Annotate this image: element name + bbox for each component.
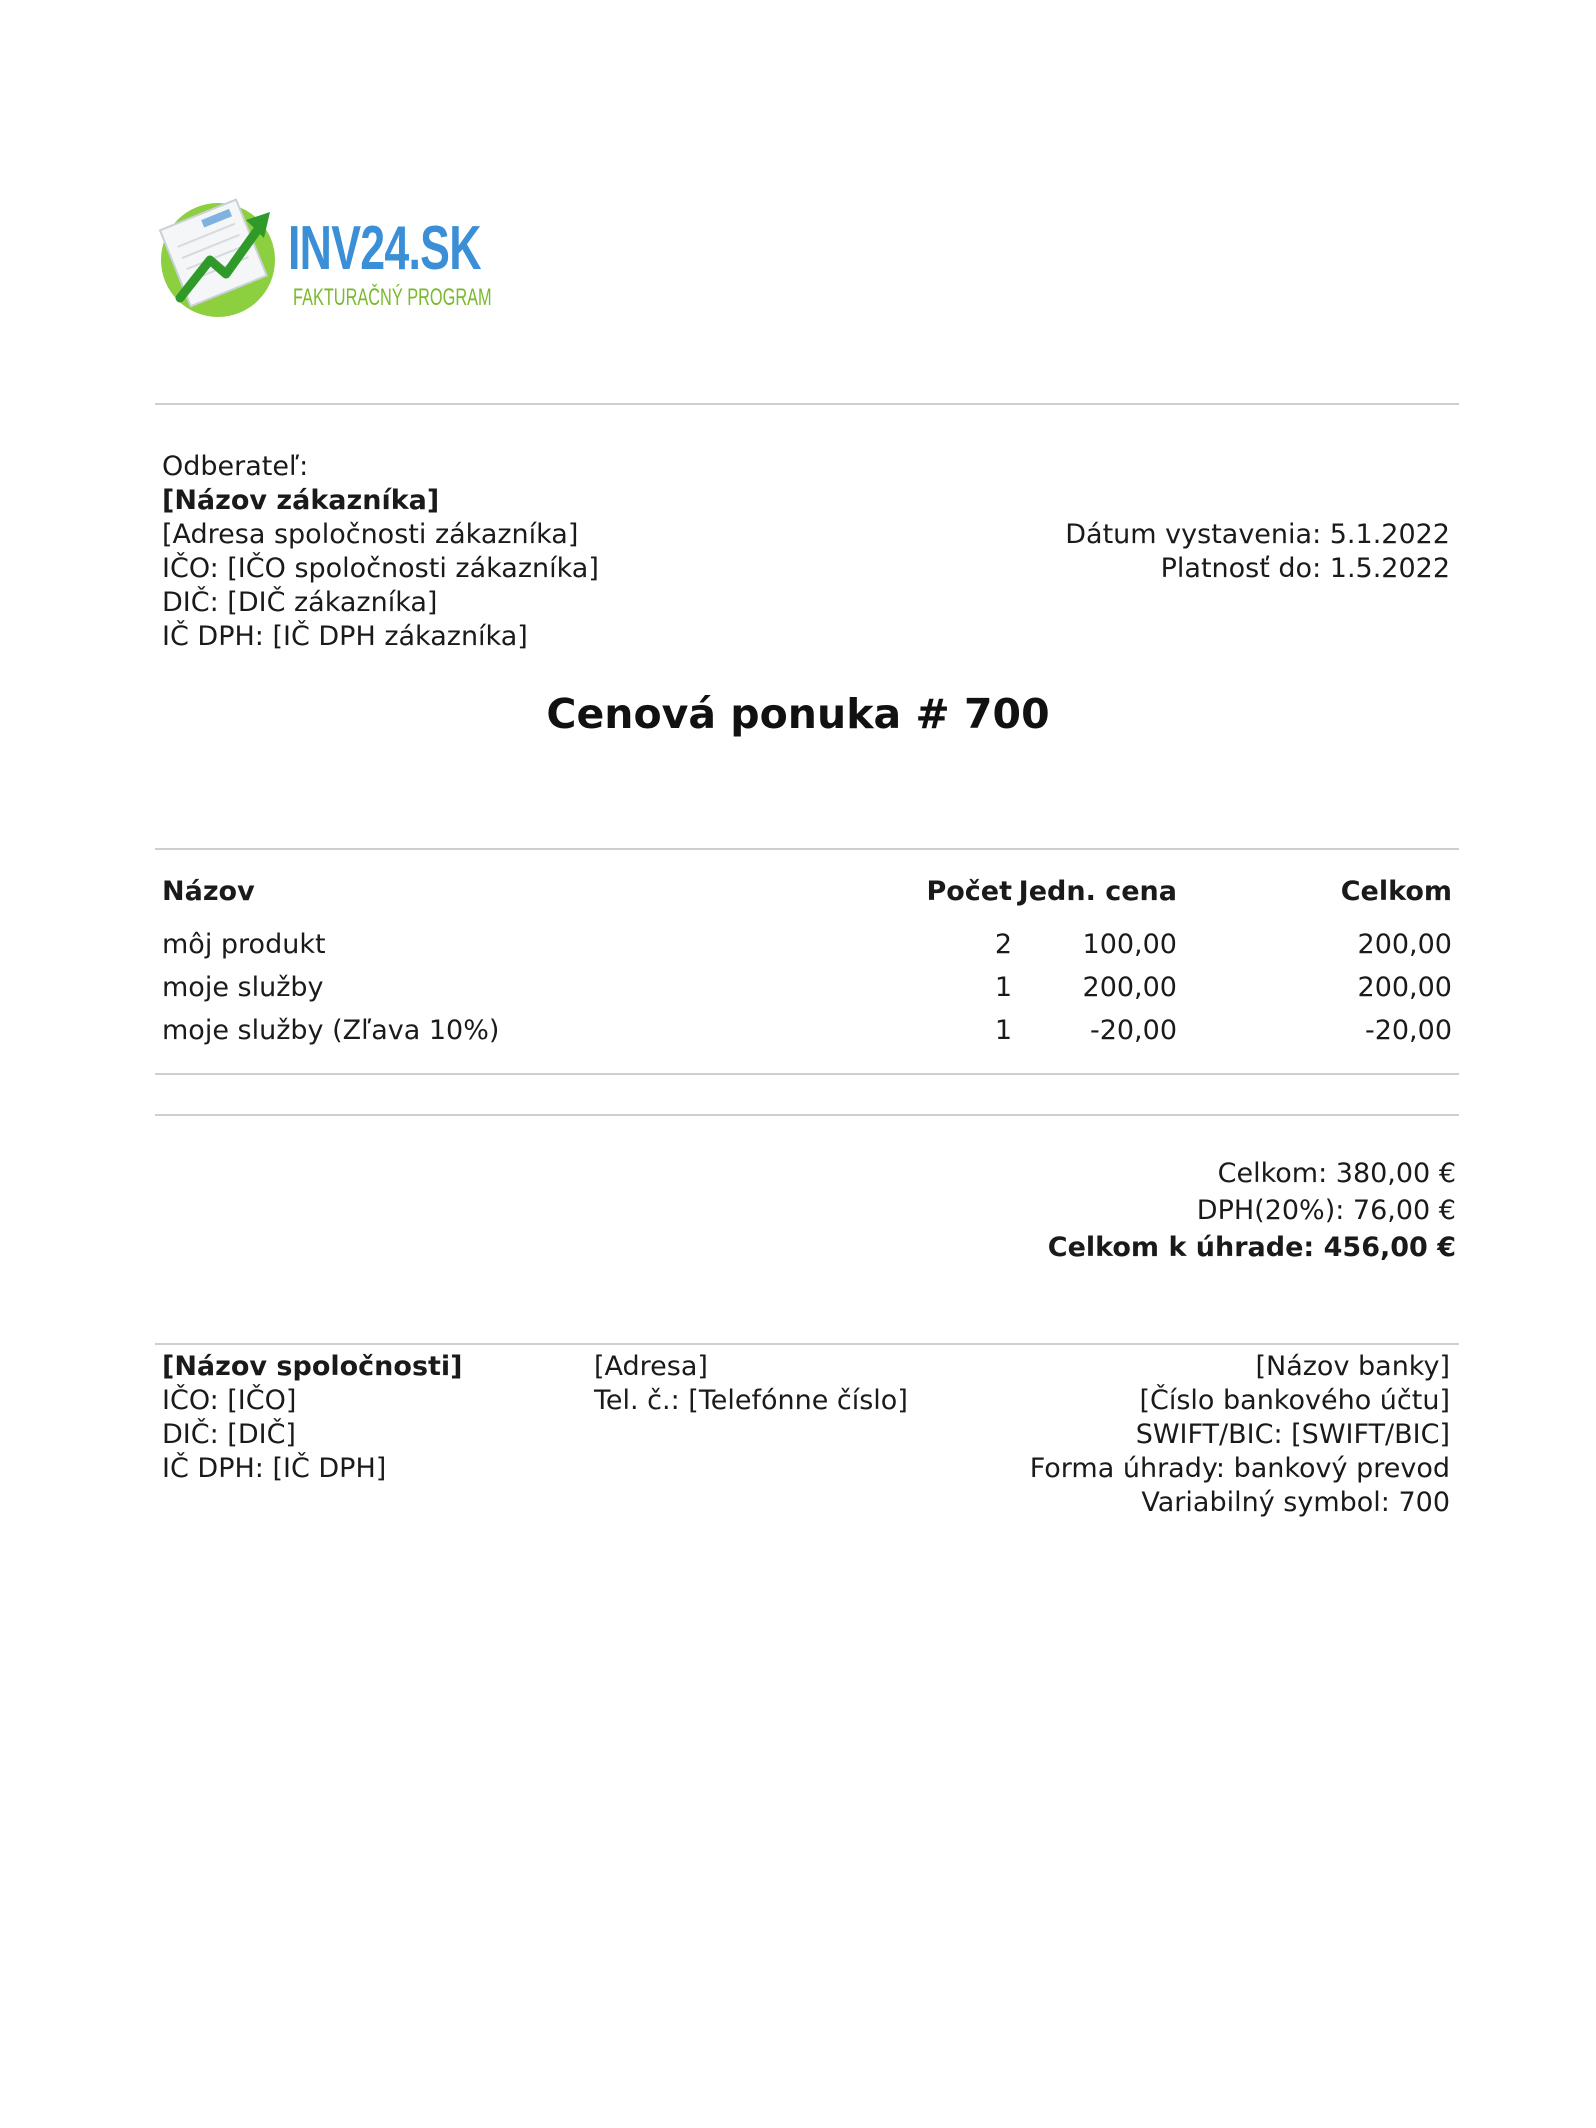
issue-date: Dátum vystavenia: 5.1.2022 xyxy=(1065,519,1450,550)
customer-name: [Názov zákazníka] xyxy=(162,485,440,516)
table-row xyxy=(162,1009,1452,1052)
supplier-icdph: IČ DPH: [IČ DPH] xyxy=(162,1453,387,1484)
items-header-row xyxy=(162,870,1452,923)
supplier-name: [Názov spoločnosti] xyxy=(162,1351,463,1382)
divider xyxy=(155,1343,1459,1345)
vat-total: DPH(20%): 76,00 € xyxy=(1196,1195,1456,1226)
supplier-address: [Adresa] xyxy=(594,1351,708,1382)
bank-name: [Názov banky] xyxy=(1255,1351,1450,1382)
dates-block xyxy=(1065,518,1450,586)
subtotal: Celkom: 380,00 € xyxy=(1217,1158,1456,1189)
payment-method: Forma úhrady: bankový prevod xyxy=(1029,1453,1450,1484)
logo-tagline: FAKTURAČNÝ PROGRAM xyxy=(293,284,492,311)
table-row xyxy=(162,923,1452,966)
bank-account: [Číslo bankového účtu] xyxy=(1139,1385,1450,1416)
customer-label: Odberateľ: xyxy=(162,451,309,482)
customer-icdph: IČ DPH: [IČ DPH zákazníka] xyxy=(162,621,528,652)
item-name: moje služby (Zľava 10%) xyxy=(162,1015,500,1046)
valid-until-date: Platnosť do: 1.5.2022 xyxy=(1160,553,1450,584)
document-title: Cenová ponuka # 700 xyxy=(546,690,1050,738)
supplier-block xyxy=(162,1350,463,1486)
grand-total: Celkom k úhrade: 456,00 € xyxy=(1047,1232,1456,1263)
header-unit-price: Jedn. cena xyxy=(1018,876,1177,907)
bank-block xyxy=(1030,1350,1450,1520)
item-qty: 2 xyxy=(994,929,1012,960)
item-name: môj produkt xyxy=(162,929,326,960)
item-unit-price: -20,00 xyxy=(1089,1015,1177,1046)
divider xyxy=(155,1114,1459,1116)
customer-address: [Adresa spoločnosti zákazníka] xyxy=(162,519,579,550)
customer-ico: IČO: [IČO spoločnosti zákazníka] xyxy=(162,553,599,584)
bank-swift: SWIFT/BIC: [SWIFT/BIC] xyxy=(1135,1419,1450,1450)
supplier-ico: IČO: [IČO] xyxy=(162,1385,297,1416)
item-qty: 1 xyxy=(994,1015,1012,1046)
supplier-dic: DIČ: [DIČ] xyxy=(162,1419,296,1450)
supplier-contact-block xyxy=(594,1350,908,1418)
divider xyxy=(155,848,1459,850)
item-unit-price: 100,00 xyxy=(1082,929,1177,960)
item-total: -20,00 xyxy=(1364,1015,1452,1046)
items-table xyxy=(162,870,1452,1052)
document-chart-arrow-icon xyxy=(158,190,288,330)
supplier-phone: Tel. č.: [Telefónne číslo] xyxy=(594,1385,908,1416)
divider xyxy=(155,403,1459,405)
item-unit-price: 200,00 xyxy=(1082,972,1177,1003)
totals-block xyxy=(1048,1155,1456,1266)
table-row xyxy=(162,966,1452,1009)
customer-dic: DIČ: [DIČ zákazníka] xyxy=(162,587,438,618)
header-name: Názov xyxy=(162,876,255,907)
company-logo xyxy=(158,190,492,330)
item-name: moje služby xyxy=(162,972,324,1003)
item-total: 200,00 xyxy=(1357,929,1452,960)
item-total: 200,00 xyxy=(1357,972,1452,1003)
header-total: Celkom xyxy=(1340,876,1452,907)
variable-symbol: Variabilný symbol: 700 xyxy=(1141,1487,1450,1518)
customer-block xyxy=(162,450,599,654)
header-qty: Počet xyxy=(926,876,1012,907)
item-qty: 1 xyxy=(994,972,1012,1003)
logo-name: INV24.SK xyxy=(288,214,481,283)
divider xyxy=(155,1073,1459,1075)
